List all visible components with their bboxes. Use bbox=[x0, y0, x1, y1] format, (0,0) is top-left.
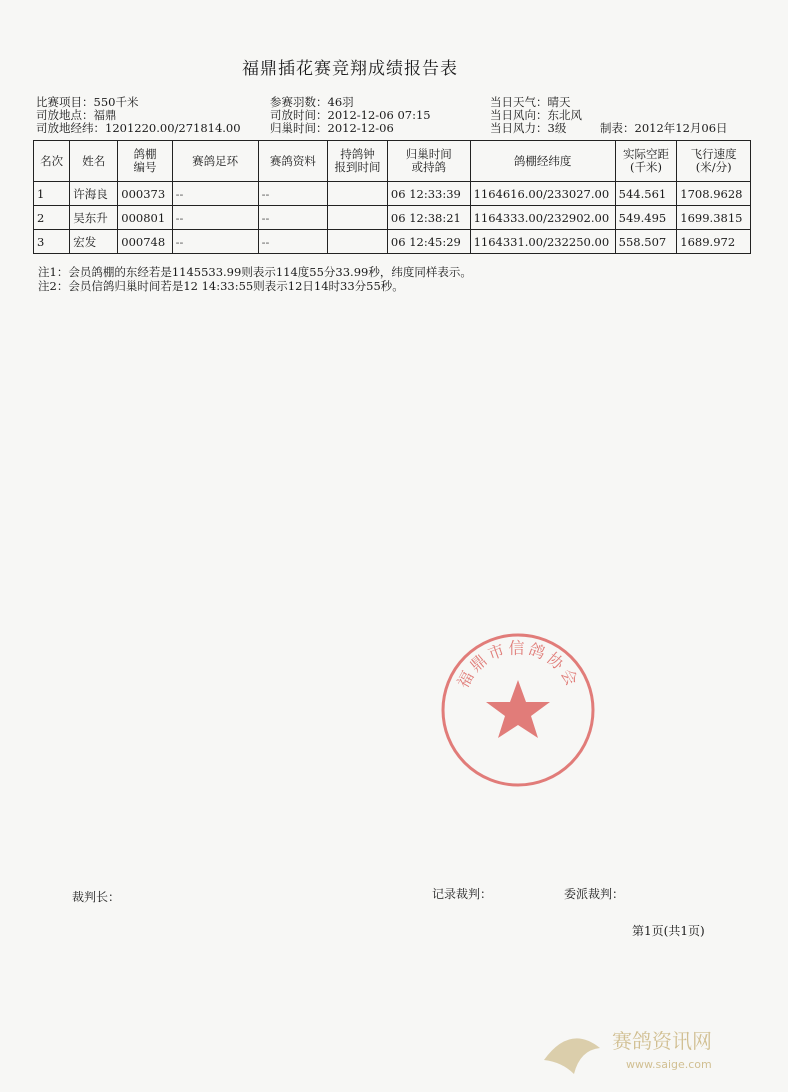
table-cell: -- bbox=[258, 182, 327, 206]
table-cell: 000373 bbox=[118, 182, 172, 206]
info-made-date: 制表：2012年12月06日 bbox=[600, 121, 728, 135]
table-cell: 000801 bbox=[118, 206, 172, 230]
table-cell: 06 12:38:21 bbox=[387, 206, 470, 230]
table-cell: 544.561 bbox=[615, 182, 677, 206]
table-cell: 1164616.00/233027.00 bbox=[470, 182, 615, 206]
column-header: 名次 bbox=[34, 141, 70, 182]
table-cell: -- bbox=[172, 230, 258, 254]
table-body bbox=[34, 182, 751, 254]
delegated-judge-label: 委派裁判： bbox=[564, 887, 625, 901]
table-cell: 2 bbox=[34, 206, 70, 230]
table-cell: 1708.9628 bbox=[677, 182, 751, 206]
pigeon-icon bbox=[544, 1038, 600, 1074]
info-release-coords: 司放地经纬：1201220.00/271814.00 bbox=[36, 121, 241, 135]
info-entries: 参赛羽数：46羽 bbox=[270, 95, 354, 109]
table-cell: 06 12:33:39 bbox=[387, 182, 470, 206]
table-cell: 06 12:45:29 bbox=[387, 230, 470, 254]
column-header: 赛鸽资料 bbox=[258, 141, 327, 182]
svg-text:www.saige.com: www.saige.com bbox=[626, 1058, 712, 1071]
note-1: 注1：会员鸽棚的东经若是1145533.99则表示114度55分33.99秒，纬度同样表示。 bbox=[38, 265, 472, 279]
info-weather: 当日天气：晴天 bbox=[490, 95, 571, 109]
results-table bbox=[33, 140, 751, 254]
table-cell: 1699.3815 bbox=[677, 206, 751, 230]
table-cell: 3 bbox=[34, 230, 70, 254]
table-cell: 549.495 bbox=[615, 206, 677, 230]
column-header: 鸽棚 编号 bbox=[118, 141, 172, 182]
column-header: 实际空距 (千米) bbox=[615, 141, 677, 182]
table-cell: 558.507 bbox=[615, 230, 677, 254]
table-header-row bbox=[34, 141, 751, 182]
table-row bbox=[34, 182, 751, 206]
info-wind-force: 当日风力：3级 bbox=[490, 121, 567, 135]
column-header: 飞行速度 (米/分) bbox=[677, 141, 751, 182]
table-cell: 宏发 bbox=[70, 230, 118, 254]
note-2: 注2：会员信鸽归巢时间若是12 14:33:55则表示12日14时33分55秒。 bbox=[38, 279, 404, 293]
column-header: 赛鸽足环 bbox=[172, 141, 258, 182]
table-cell: 许海良 bbox=[70, 182, 118, 206]
table-cell: -- bbox=[172, 206, 258, 230]
recording-judge-label: 记录裁判： bbox=[432, 887, 493, 901]
table-cell bbox=[328, 206, 388, 230]
info-return-time: 归巢时间：2012-12-06 bbox=[270, 121, 394, 135]
table-cell bbox=[328, 230, 388, 254]
info-release-place: 司放地点：福鼎 bbox=[36, 108, 117, 122]
table-cell: 000748 bbox=[118, 230, 172, 254]
watermark-logo bbox=[540, 1020, 760, 1080]
column-header: 持鸽钟 报到时间 bbox=[328, 141, 388, 182]
page-title: 福鼎插花赛竞翔成绩报告表 bbox=[242, 59, 458, 79]
table-cell: 1164333.00/232902.00 bbox=[470, 206, 615, 230]
table-cell: 1 bbox=[34, 182, 70, 206]
table-cell: 1689.972 bbox=[677, 230, 751, 254]
info-release-time: 司放时间：2012-12-06 07:15 bbox=[270, 108, 431, 122]
column-header: 姓名 bbox=[70, 141, 118, 182]
column-header: 鸽棚经纬度 bbox=[470, 141, 615, 182]
column-header: 归巢时间 或持鸽 bbox=[387, 141, 470, 182]
table-cell: -- bbox=[172, 182, 258, 206]
table-row bbox=[34, 230, 751, 254]
svg-text:福鼎市信鸽协会: 福鼎市信鸽协会 bbox=[453, 638, 583, 692]
official-seal bbox=[438, 630, 598, 790]
info-event: 比赛项目：550千米 bbox=[36, 95, 139, 109]
table-row bbox=[34, 206, 751, 230]
table-cell bbox=[328, 182, 388, 206]
table-cell: -- bbox=[258, 230, 327, 254]
table-cell: 吴东升 bbox=[70, 206, 118, 230]
table-cell: 1164331.00/232250.00 bbox=[470, 230, 615, 254]
svg-text:赛鸽资讯网: 赛鸽资讯网 bbox=[612, 1029, 712, 1053]
page-number: 第1页(共1页) bbox=[632, 924, 705, 938]
info-wind-direction: 当日风向：东北风 bbox=[490, 108, 582, 122]
table-cell: -- bbox=[258, 206, 327, 230]
chief-judge-label: 裁判长： bbox=[72, 890, 121, 904]
